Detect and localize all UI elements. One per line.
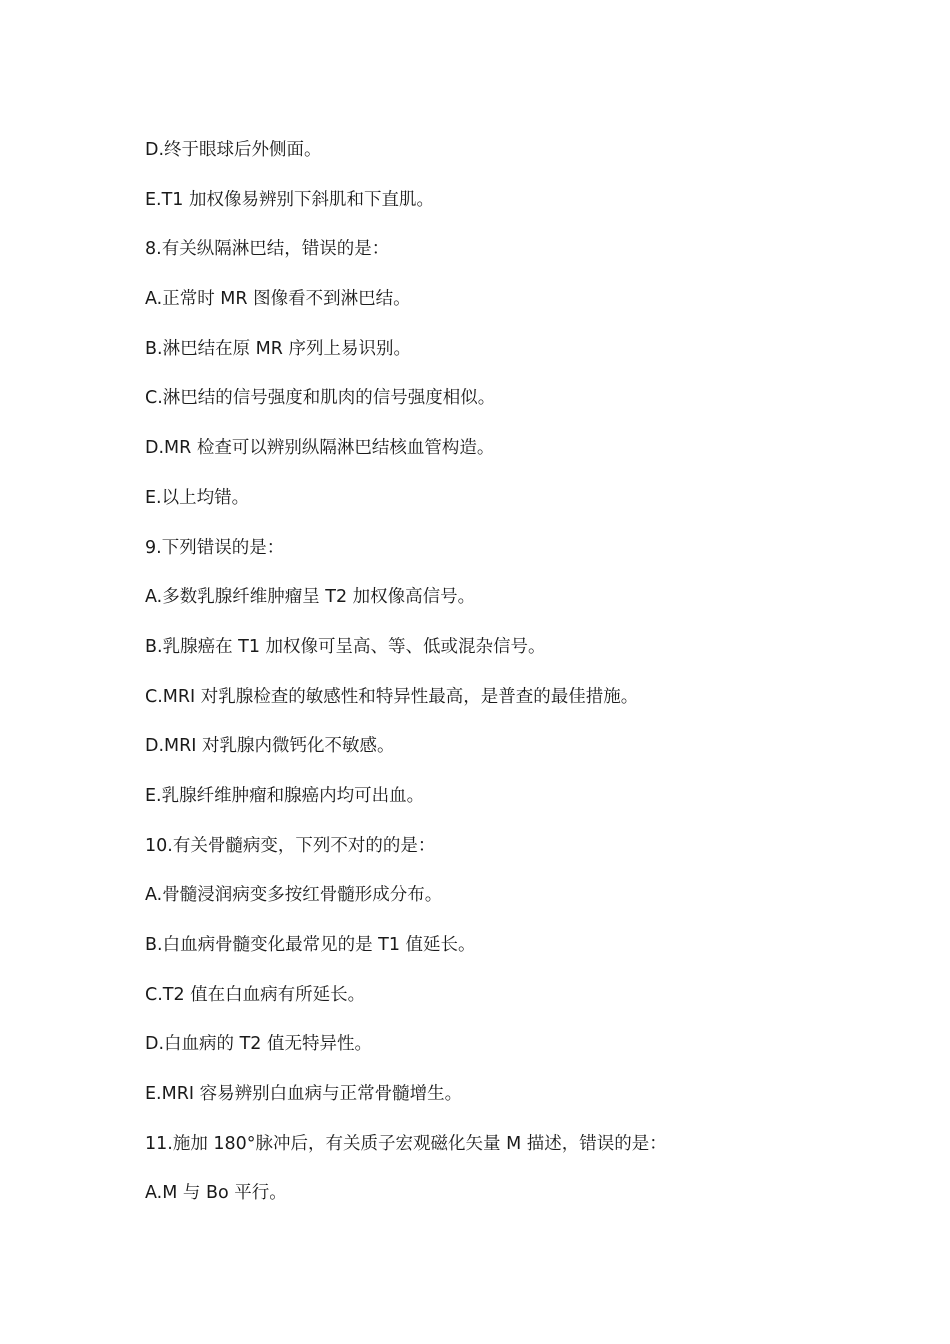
option-line: C.MRI 对乳腺检查的敏感性和特异性最高，是普查的最佳措施。 — [145, 686, 639, 707]
option-line: B.乳腺癌在 T1 加权像可呈高、等、低或混杂信号。 — [145, 636, 546, 657]
option-line: D.MRI 对乳腺内微钙化不敏感。 — [145, 736, 395, 757]
option-line: D.终于眼球后外侧面。 — [145, 140, 322, 160]
option-line: C.淋巴结的信号强度和肌肉的信号强度相似。 — [145, 388, 496, 409]
option-line: A.正常时 MR 图像看不到淋巴结。 — [145, 289, 411, 310]
question-line: 11.施加 180°脉冲后，有关质子宏观磁化矢量 M 描述，错误的是： — [145, 1133, 667, 1154]
question-line: 9.下列错误的是： — [145, 537, 285, 558]
option-line: E.T1 加权像易辨别下斜肌和下直肌。 — [145, 189, 435, 210]
option-line: A.骨髓浸润病变多按红骨髓形成分布。 — [145, 885, 443, 906]
option-line: C.T2 值在白血病有所延长。 — [145, 984, 366, 1005]
question-line: 8.有关纵隔淋巴结，错误的是： — [145, 239, 390, 260]
option-line: E.MRI 容易辨别白血病与正常骨髓增生。 — [145, 1084, 463, 1105]
option-line: A.M 与 Bo 平行。 — [145, 1183, 287, 1204]
question-line: 10.有关骨髓病变，下列不对的的是： — [145, 835, 436, 856]
option-line: D.MR 检查可以辨别纵隔淋巴结核血管构造。 — [145, 438, 495, 459]
option-line: D.白血病的 T2 值无特异性。 — [145, 1034, 372, 1055]
option-line: E.以上均错。 — [145, 487, 250, 508]
option-line: B.淋巴结在原 MR 序列上易识别。 — [145, 338, 411, 359]
document-body — [145, 137, 905, 1230]
option-line: E.乳腺纤维肿瘤和腺癌内均可出血。 — [145, 785, 425, 806]
option-line: A.多数乳腺纤维肿瘤呈 T2 加权像高信号。 — [145, 587, 476, 608]
option-line: B.白血病骨髓变化最常见的是 T1 值延长。 — [145, 935, 476, 955]
